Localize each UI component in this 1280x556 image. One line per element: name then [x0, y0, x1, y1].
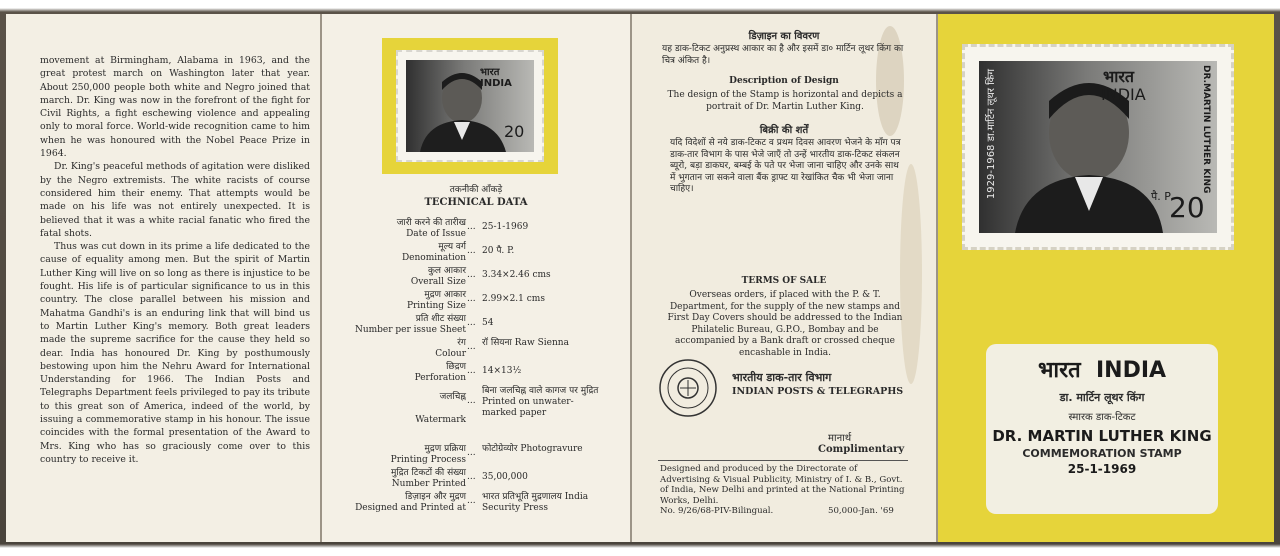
stamp-frame: [382, 38, 558, 174]
stamp-years: 1929-1968 डा.मार्टिन लूथर किंग: [986, 69, 997, 200]
sale-title-hi: बिक्री की शर्तें: [759, 125, 809, 136]
department-hi: भारतीय डाक-तार विभाग: [732, 371, 832, 384]
stamp-country-en: INDIA: [1101, 85, 1146, 104]
posts-emblem-icon: [658, 358, 718, 418]
biography-paragraph: Dr. King's peaceful methods of agitation were disliked by the Negro extremists. The white racists of course considered him their enemy. That attempts would be made on his life was not entirely unexpected. It is believed that it was a white racial fanatic who fired the fatal shots.: [40, 161, 310, 239]
cover-country: भारत INDIA: [1037, 358, 1167, 383]
technical-title-en: TECHNICAL DATA: [424, 197, 528, 208]
complimentary-hi: मानार्थ: [828, 433, 852, 444]
biography-text: [40, 54, 310, 466]
stamp-currency: पै. P: [1151, 190, 1171, 203]
technical-title-hi: तकनीकी आँकड़े: [449, 185, 503, 195]
stamp-name: DR.MARTIN LUTHER KING: [1201, 65, 1211, 194]
technical-data-header: [322, 182, 630, 208]
cover-name-en: DR. MARTIN LUTHER KING: [992, 427, 1212, 445]
footer-credits: Designed and produced by the Directorate of Advertising & Visual Publicity, Ministry of I. & B., Govt. of India, New Delhi and printed at the National Printing Works, Delhi.: [660, 464, 905, 506]
cover-subtitle-hi: स्मारक डाक-टिकट: [1068, 412, 1136, 423]
stamp-country: भारत INDIA: [480, 67, 512, 89]
biography-paragraph: Thus was cut down in its prime a life dedicated to the cause of equality among men. But the spirit of Martin Luther King will live on so long as there is injustice to be fought. His life is of particular significance to us in this country. The close parallel between his mission and Mahatma Gandhi's is an enduring link that will bind us to Martin Luther King's memory. Both great leaders made the supreme sacrifice for the cause they held so dear. India has honoured Dr. King by posthumously bestowing upon him the Nehru Award for International Understanding for 1966. The Indian Posts and Telegraphs Department feels privileged to pay its tribute to this great son of America, indeed of the world, by issuing a commemorative stamp in his honour. The issue coincides with the formal presentation of the Award to Mrs. King who has so graciously come over to this country to receive it.: [40, 241, 310, 465]
sale-text-hi: यदि विदेशों से नये डाक-टिकट व प्रथम दिवस आवरण भेजने के माँग पत्र डाक-तार विभाग के पास भेजे जाएँ तो उन्हें भारतीय डाक-टिकट संकलन ब्यूरो, बड़ा डाकघर, बम्बई के पते पर भेजा जाना चाहिए और उनके साथ में भुगतान जा सकने वाला बैंक ड्राफ्ट या रेखांकित चैक भी भेजा जाना चाहिए।: [670, 138, 901, 194]
stamp-country: भारत: [1103, 67, 1135, 86]
panel-design-terms: [632, 14, 936, 542]
panel-technical-data: भारत INDIA 20 तकनीकी आँकड़े TECHNICAL DATA जारी करने की तारीख Date of Issue ... 25-1-1969 मूल्य वर्ग Denomination ... 20 पै. P. कुल आकार Overall Size ... 3.34×2.46 cms मुद्रण आकार Printing Size ... 2.99×2.1 cms प्रति शीट संख्या Number per issue Sheet ... 54 रंग Colour ... रॉ सियना Raw Sienna छिद्रण Perforation ... 14×13½ जलचिह्न Watermark ... बिना जलचिह्न वाले कागज पर मुद्रित Printed on unwater-marked paper मुद्रण प्रक्रिया Printing Process ... फोटोग्रेव्योर Photogravure मुद्रित टिकटों की संख्या Number Printed ... 35,00,000 डिज़ाइन और मुद्रण Designed and Printed at ... भारत प्रतिभूति मुद्रणालय India Security Press: [322, 14, 630, 542]
department-en: INDIAN POSTS & TELEGRAPHS: [732, 386, 904, 397]
design-text-en: The design of the Stamp is horizontal and depicts a portrait of Dr. Martin Luther King.: [667, 90, 903, 112]
stamp-value: 20: [1169, 191, 1205, 224]
footer-code: No. 9/26/68-PIV-Bilingual.: [660, 506, 774, 516]
cover-subtitle-en: COMMEMORATION STAMP: [1022, 447, 1182, 460]
design-text-hi: यह डाक-टिकट अनुप्रस्थ आकार का है और इसमें डा० मार्टिन लूथर किंग का चित्र अंकित है।: [662, 44, 904, 66]
design-title-en: Description of Design: [729, 76, 839, 86]
panel-biography: [6, 14, 320, 542]
panel-cover: [938, 14, 1274, 542]
footer-print-run: 50,000-Jan. '69: [828, 506, 894, 516]
complimentary-en: Complimentary: [818, 444, 905, 455]
sale-title-en: TERMS OF SALE: [741, 276, 827, 286]
divider: [658, 460, 908, 461]
biography-paragraph: movement at Birmingham, Alabama in 1963, and the great protest march on Washington later that year. About 250,000 people both white and Negro joined that march. Dr. King was now in the forefront of the fight for Civil Rights, a fight eschewing violence and appealing only to moral force. World-wide recognition came to him when he was honoured with the Nobel Peace Prize in 1964.: [40, 55, 310, 160]
cover-date: 25-1-1969: [1067, 462, 1137, 476]
stamp-large: [962, 44, 1234, 250]
stamp-portrait: [406, 60, 534, 152]
design-title-hi: डिज़ाइन का विवरण: [748, 31, 820, 42]
cover-card: [986, 344, 1218, 514]
cover-name-hi: डा. मार्टिन लूथर किंग: [1059, 391, 1145, 404]
sale-text-en: Overseas orders, if placed with the P. & T. Department, for the supply of the new stamps and First Day Covers should be addressed to the Indian Philatelic Bureau, G.P.O., Bombay and be accompanied by a Bank draft or crossed cheque encashable in India.: [667, 290, 903, 358]
stamp-small: [396, 50, 544, 162]
stamp-value: 20: [504, 122, 525, 141]
stamp-portrait: [979, 61, 1217, 233]
